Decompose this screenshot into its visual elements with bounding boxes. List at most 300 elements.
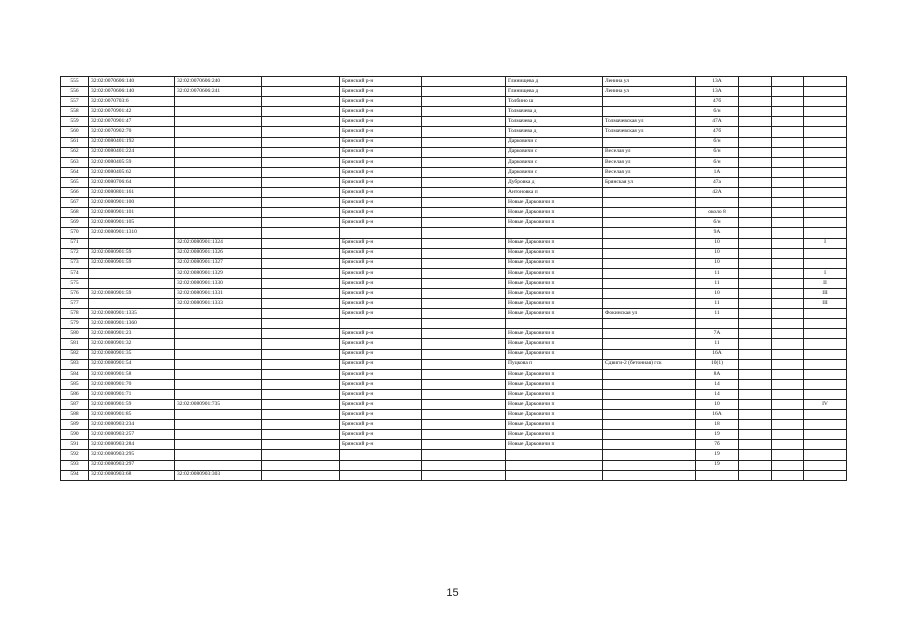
table-cell: 32:02:0080901:1333 xyxy=(175,299,262,309)
table-cell xyxy=(175,389,262,399)
table-cell xyxy=(603,460,696,470)
table-cell xyxy=(603,218,696,228)
table-cell: 32:02:0080901:101 xyxy=(89,208,175,218)
table-cell xyxy=(603,288,696,298)
table-cell: 32:02:0080801:161 xyxy=(89,188,175,198)
table-cell xyxy=(772,430,804,440)
table-row xyxy=(61,188,847,198)
table-cell xyxy=(422,430,506,440)
table-row xyxy=(61,97,847,107)
table-cell xyxy=(603,420,696,430)
table-row xyxy=(61,440,847,450)
table-row xyxy=(61,389,847,399)
table-cell: 590 xyxy=(61,430,89,440)
table-cell xyxy=(603,97,696,107)
table-cell xyxy=(422,470,506,480)
table-cell xyxy=(422,420,506,430)
table-cell xyxy=(804,430,847,440)
table-cell xyxy=(262,278,340,288)
table-cell: 32:02:0070901:47 xyxy=(89,117,175,127)
table-cell xyxy=(804,379,847,389)
table-cell xyxy=(506,228,603,238)
table-cell xyxy=(603,299,696,309)
table-cell: Брянский р-н xyxy=(340,400,422,410)
table-cell: II xyxy=(804,278,847,288)
table-cell xyxy=(739,359,772,369)
table-cell: Брянский р-н xyxy=(340,177,422,187)
table-cell xyxy=(772,319,804,329)
table-cell: 576 xyxy=(61,288,89,298)
table-cell: 567 xyxy=(61,198,89,208)
table-cell: 10 xyxy=(696,288,739,298)
table-cell xyxy=(262,410,340,420)
table-cell xyxy=(772,460,804,470)
table-cell: б/н xyxy=(696,157,739,167)
table-cell: 575 xyxy=(61,278,89,288)
table-cell xyxy=(804,208,847,218)
table-cell: Брянский р-н xyxy=(340,188,422,198)
table-cell xyxy=(262,218,340,228)
table-cell: 32:02:0070606:140 xyxy=(89,87,175,97)
table-cell: Новые Дарковичи п xyxy=(506,238,603,248)
table-cell: Брянский р-н xyxy=(340,97,422,107)
table-cell: 32:02:0080706:64 xyxy=(89,177,175,187)
table-cell xyxy=(739,309,772,319)
table-row xyxy=(61,410,847,420)
table-cell: Толмачева д xyxy=(506,127,603,137)
table-cell: 583 xyxy=(61,359,89,369)
table-cell: Новые Дарковичи п xyxy=(506,208,603,218)
table-cell xyxy=(772,440,804,450)
table-cell xyxy=(603,389,696,399)
table-cell xyxy=(804,460,847,470)
table-cell xyxy=(175,137,262,147)
table-cell: I xyxy=(804,268,847,278)
table-cell xyxy=(262,97,340,107)
table-cell: 32:02:0080903:295 xyxy=(89,450,175,460)
table-cell xyxy=(804,389,847,399)
table-row xyxy=(61,117,847,127)
table-cell xyxy=(772,107,804,117)
table-cell xyxy=(603,379,696,389)
table-cell xyxy=(262,288,340,298)
table-cell: 32:02:0080901:100 xyxy=(89,198,175,208)
table-cell xyxy=(739,278,772,288)
table-cell xyxy=(422,177,506,187)
table-cell xyxy=(262,460,340,470)
table-cell xyxy=(262,147,340,157)
table-row xyxy=(61,177,847,187)
table-cell: Брянский р-н xyxy=(340,127,422,137)
table-cell xyxy=(422,389,506,399)
table-cell: Новые Дарковичи п xyxy=(506,258,603,268)
table-cell: 572 xyxy=(61,248,89,258)
table-cell xyxy=(772,157,804,167)
table-cell: 32:02:0080901:35 xyxy=(89,349,175,359)
table-cell xyxy=(422,107,506,117)
table-cell: Дубровка д xyxy=(506,177,603,187)
table-cell xyxy=(603,248,696,258)
table-cell: Брянский р-н xyxy=(340,238,422,248)
table-cell: 32:02:0080903:257 xyxy=(89,430,175,440)
table-cell xyxy=(422,329,506,339)
table-cell: Новые Дарковичи п xyxy=(506,430,603,440)
table-cell xyxy=(422,208,506,218)
table-cell xyxy=(506,470,603,480)
table-cell: Брянский р-н xyxy=(340,389,422,399)
table-cell xyxy=(804,470,847,480)
table-cell xyxy=(603,470,696,480)
table-cell: Брянский р-н xyxy=(340,349,422,359)
table-cell: 557 xyxy=(61,97,89,107)
table-cell: Брянский р-н xyxy=(340,167,422,177)
table-cell: 32:02:0080903:303 xyxy=(175,470,262,480)
table-cell xyxy=(804,420,847,430)
table-cell: 32:02:0080901:1360 xyxy=(89,319,175,329)
table-cell: около 8 xyxy=(696,208,739,218)
table-cell: 32:02:0070901:42 xyxy=(89,107,175,117)
table-cell: Веселая ул xyxy=(603,167,696,177)
table-cell: Брянский р-н xyxy=(340,107,422,117)
table-cell xyxy=(696,470,739,480)
table-cell xyxy=(739,430,772,440)
table-cell xyxy=(603,268,696,278)
table-cell: III xyxy=(804,299,847,309)
table-cell xyxy=(422,198,506,208)
table-cell xyxy=(175,157,262,167)
table-cell xyxy=(422,248,506,258)
table-row xyxy=(61,339,847,349)
table-cell xyxy=(804,117,847,127)
table-cell: 32:02:0080901:23 xyxy=(89,329,175,339)
table-cell xyxy=(772,410,804,420)
table-cell xyxy=(175,440,262,450)
table-cell: 578 xyxy=(61,309,89,319)
table-cell xyxy=(262,157,340,167)
table-cell: 1А xyxy=(696,167,739,177)
table-cell: 32:02:0080901:1330 xyxy=(175,278,262,288)
table-cell xyxy=(262,359,340,369)
table-cell xyxy=(262,117,340,127)
table-cell xyxy=(739,299,772,309)
table-cell: 577 xyxy=(61,299,89,309)
table-cell xyxy=(772,258,804,268)
table-cell xyxy=(422,167,506,177)
table-cell xyxy=(175,430,262,440)
table-cell xyxy=(422,77,506,87)
table-cell xyxy=(772,369,804,379)
table-cell xyxy=(175,127,262,137)
table-cell: I xyxy=(804,238,847,248)
table-row xyxy=(61,288,847,298)
table-cell: Брянский р-н xyxy=(340,77,422,87)
table-cell: Брянский р-н xyxy=(340,278,422,288)
table-cell xyxy=(262,198,340,208)
table-cell xyxy=(739,228,772,238)
table-cell: Брянский р-н xyxy=(340,117,422,127)
table-cell xyxy=(603,410,696,420)
table-row xyxy=(61,420,847,430)
table-cell xyxy=(340,319,422,329)
table-cell xyxy=(739,218,772,228)
table-cell xyxy=(603,349,696,359)
table-cell xyxy=(603,329,696,339)
table-cell xyxy=(175,218,262,228)
table-cell: Брянский р-н xyxy=(340,268,422,278)
table-cell xyxy=(175,329,262,339)
table-row xyxy=(61,77,847,87)
table-cell: 594 xyxy=(61,470,89,480)
table-cell xyxy=(422,299,506,309)
table-cell: б/н xyxy=(696,218,739,228)
table-cell: 592 xyxy=(61,450,89,460)
table-cell xyxy=(422,147,506,157)
table-cell xyxy=(804,339,847,349)
table-cell xyxy=(262,470,340,480)
table-cell: Сдвиги-2 (бетонная) гск xyxy=(603,359,696,369)
table-cell: 42А xyxy=(696,188,739,198)
table-cell xyxy=(262,228,340,238)
table-cell xyxy=(739,440,772,450)
table-cell xyxy=(739,460,772,470)
table-cell xyxy=(262,389,340,399)
table-cell: Брянский р-н xyxy=(340,198,422,208)
table-cell xyxy=(739,147,772,157)
table-cell xyxy=(422,218,506,228)
table-cell xyxy=(772,167,804,177)
table-cell: 11 xyxy=(696,339,739,349)
table-cell xyxy=(739,97,772,107)
table-cell xyxy=(804,319,847,329)
table-cell: 32:02:0080901:58 xyxy=(89,369,175,379)
table-cell xyxy=(772,147,804,157)
table-cell xyxy=(340,450,422,460)
table-cell xyxy=(739,258,772,268)
table-cell xyxy=(175,147,262,157)
table-cell xyxy=(422,349,506,359)
table-row xyxy=(61,208,847,218)
table-cell: 569 xyxy=(61,218,89,228)
table-cell xyxy=(262,339,340,349)
table-cell xyxy=(772,177,804,187)
table-cell xyxy=(422,188,506,198)
table-cell xyxy=(422,258,506,268)
table-cell xyxy=(739,450,772,460)
table-cell: 32:02:0080901:59 xyxy=(89,400,175,410)
table-cell: Глинищева д xyxy=(506,77,603,87)
table-cell: 32:02:0080901:71 xyxy=(89,389,175,399)
table-row xyxy=(61,198,847,208)
table-cell: Новые Дарковичи п xyxy=(506,440,603,450)
table-cell xyxy=(739,349,772,359)
table-cell: 561 xyxy=(61,137,89,147)
table-cell: 7б xyxy=(696,440,739,450)
table-cell xyxy=(175,450,262,460)
table-cell xyxy=(262,167,340,177)
table-cell xyxy=(340,470,422,480)
table-cell xyxy=(804,349,847,359)
table-cell xyxy=(175,167,262,177)
table-cell xyxy=(772,198,804,208)
table-cell xyxy=(772,228,804,238)
table-cell: 32:02:0080405:59 xyxy=(89,157,175,167)
table-cell: 32:02:0080901:1331 xyxy=(175,288,262,298)
table-cell xyxy=(804,97,847,107)
table-cell: Брянский р-н xyxy=(340,359,422,369)
table-cell: Новые Дарковичи п xyxy=(506,349,603,359)
table-row xyxy=(61,87,847,97)
table-cell: Брянский р-н xyxy=(340,157,422,167)
table-cell: 32:02:0080901:1327 xyxy=(175,258,262,268)
table-cell: Дарковичи с xyxy=(506,167,603,177)
table-cell xyxy=(772,268,804,278)
table-cell xyxy=(262,450,340,460)
table-cell xyxy=(340,460,422,470)
table-cell xyxy=(739,137,772,147)
table-cell xyxy=(175,379,262,389)
table-cell xyxy=(262,137,340,147)
table-cell xyxy=(603,339,696,349)
table-cell xyxy=(603,228,696,238)
table-cell: 586 xyxy=(61,389,89,399)
table-cell xyxy=(422,228,506,238)
table-cell: 32:02:0080901:59 xyxy=(89,258,175,268)
table-cell xyxy=(262,430,340,440)
table-cell xyxy=(422,87,506,97)
table-cell: Брянский р-н xyxy=(340,87,422,97)
table-cell xyxy=(422,460,506,470)
table-cell xyxy=(89,268,175,278)
table-cell: 560 xyxy=(61,127,89,137)
table-cell xyxy=(603,137,696,147)
table-cell xyxy=(804,359,847,369)
table-cell: 32:02:0080901:1335 xyxy=(89,309,175,319)
table-cell: Дарковичи с xyxy=(506,157,603,167)
table-cell: III xyxy=(804,288,847,298)
table-cell xyxy=(175,117,262,127)
table-cell xyxy=(739,470,772,480)
table-cell: Ленина ул xyxy=(603,87,696,97)
table-cell xyxy=(739,127,772,137)
table-cell: Брянский р-н xyxy=(340,420,422,430)
table-cell xyxy=(739,117,772,127)
table-cell: Брянский р-н xyxy=(340,430,422,440)
table-cell: Пуцкова п xyxy=(506,359,603,369)
table-cell xyxy=(262,268,340,278)
table-cell: 32:02:0080901:59 xyxy=(89,248,175,258)
table-cell xyxy=(175,228,262,238)
table-cell xyxy=(262,87,340,97)
table-cell xyxy=(772,238,804,248)
table-cell xyxy=(175,97,262,107)
table-row xyxy=(61,430,847,440)
table-cell: 574 xyxy=(61,268,89,278)
table-cell xyxy=(804,410,847,420)
table-cell: 32:02:0080901:32 xyxy=(89,339,175,349)
table-row xyxy=(61,369,847,379)
table-body xyxy=(61,77,847,481)
table-cell xyxy=(772,278,804,288)
table-cell: Брянский р-н xyxy=(340,288,422,298)
table-cell xyxy=(772,248,804,258)
table-cell: Веселая ул xyxy=(603,157,696,167)
table-cell: 32:02:0080401:224 xyxy=(89,147,175,157)
table-cell xyxy=(696,319,739,329)
table-cell xyxy=(175,420,262,430)
table-cell xyxy=(262,420,340,430)
table-cell: Брянский р-н xyxy=(340,137,422,147)
table-cell xyxy=(739,77,772,87)
table-cell xyxy=(262,238,340,248)
table-cell: Брянский р-н xyxy=(340,440,422,450)
table-cell xyxy=(422,379,506,389)
table-cell xyxy=(804,167,847,177)
table-cell xyxy=(804,137,847,147)
table-cell xyxy=(804,218,847,228)
table-cell: 47А xyxy=(696,117,739,127)
table-cell xyxy=(772,208,804,218)
table-cell xyxy=(772,188,804,198)
table-cell: 32:02:0080903:284 xyxy=(89,440,175,450)
table-cell: Брянский р-н xyxy=(340,410,422,420)
table-cell: Новые Дарковичи п xyxy=(506,299,603,309)
table-cell xyxy=(506,319,603,329)
table-cell xyxy=(739,379,772,389)
table-row xyxy=(61,329,847,339)
table-cell: Новые Дарковичи п xyxy=(506,198,603,208)
table-cell xyxy=(804,309,847,319)
table-cell xyxy=(422,319,506,329)
table-cell: 593 xyxy=(61,460,89,470)
table-cell xyxy=(89,299,175,309)
table-cell xyxy=(739,420,772,430)
table-cell: Антоновка п xyxy=(506,188,603,198)
table-row xyxy=(61,359,847,369)
table-cell xyxy=(603,208,696,218)
table-row xyxy=(61,248,847,258)
table-cell: 32:02:0080901:70 xyxy=(89,379,175,389)
table-cell xyxy=(603,238,696,248)
table-row xyxy=(61,299,847,309)
table-cell: Новые Дарковичи п xyxy=(506,420,603,430)
table-row xyxy=(61,167,847,177)
table-cell: IV xyxy=(804,400,847,410)
table-cell xyxy=(804,87,847,97)
table-cell: 32:02:0080901:59 xyxy=(89,288,175,298)
table-cell xyxy=(422,157,506,167)
table-cell: 568 xyxy=(61,208,89,218)
table-cell xyxy=(422,400,506,410)
table-cell: 584 xyxy=(61,369,89,379)
table-cell: Толбино ш xyxy=(506,97,603,107)
table-cell xyxy=(804,107,847,117)
table-cell xyxy=(739,177,772,187)
table-cell: 11 xyxy=(696,268,739,278)
table-cell xyxy=(772,288,804,298)
table-cell xyxy=(772,117,804,127)
table-cell xyxy=(422,238,506,248)
table-cell xyxy=(739,198,772,208)
table-cell xyxy=(772,450,804,460)
table-cell: 11 xyxy=(696,278,739,288)
table-cell xyxy=(739,288,772,298)
table-cell: Новые Дарковичи п xyxy=(506,218,603,228)
table-row xyxy=(61,460,847,470)
table-cell: Толмачевская ул xyxy=(603,127,696,137)
table-cell: 8А xyxy=(696,369,739,379)
table-cell: 11 xyxy=(696,299,739,309)
table-cell xyxy=(262,77,340,87)
